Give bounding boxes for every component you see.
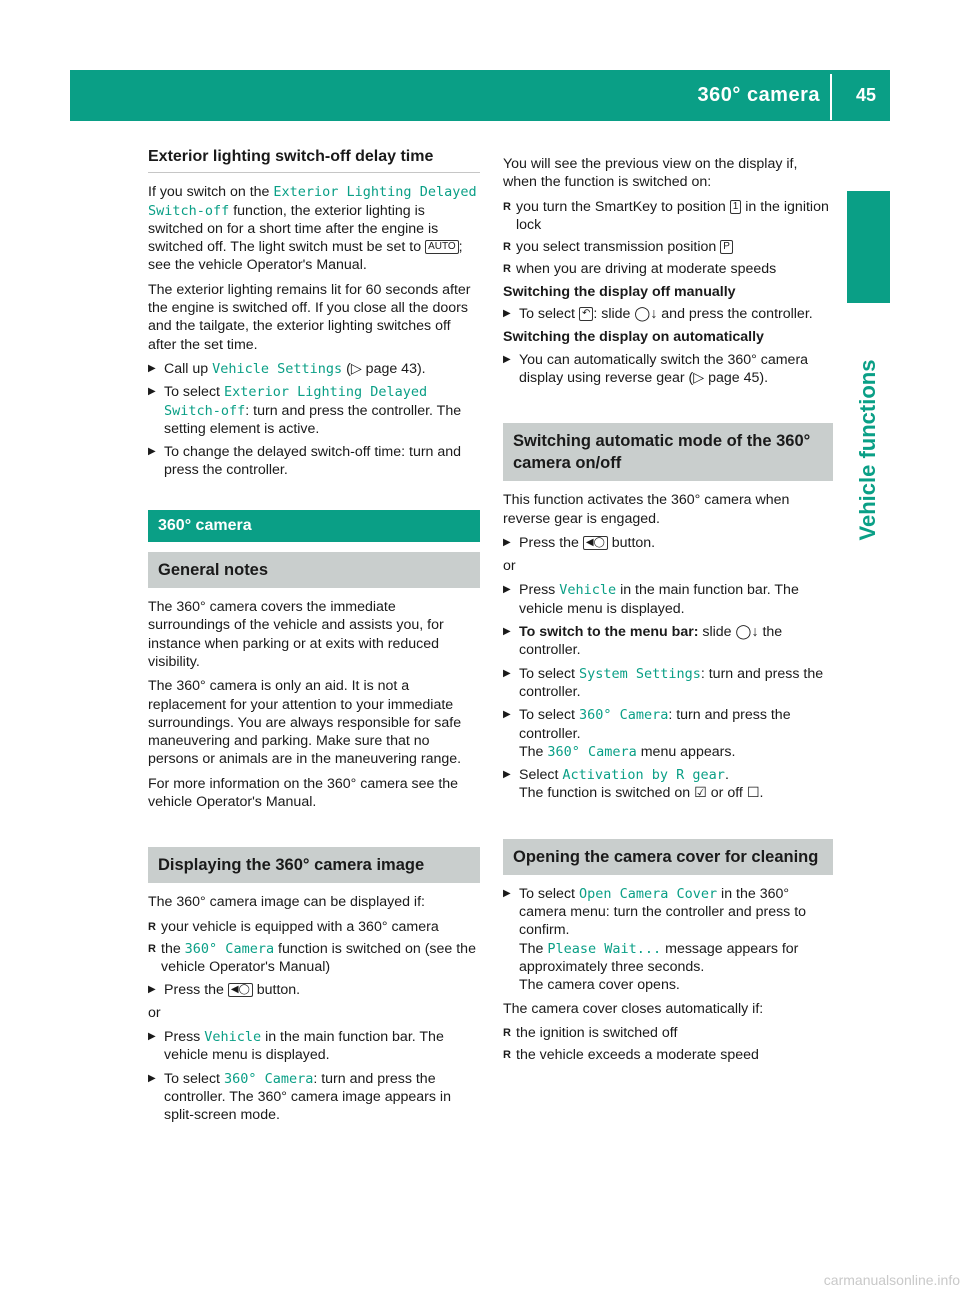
bullet: R you select transmission position P [503,238,833,256]
step: ▶ Press Vehicle in the main function bar. The vehicle menu is displayed. [503,581,833,618]
step: ▶ You can automatically switch the 360° camera display using reverse gear (▷ page 45). [503,351,833,388]
step: ▶ Press the ◀◯ button. [503,534,833,552]
step: ▶ To select 360° Camera: turn and press the controller. The 360° Camera menu appears. [503,706,833,761]
section-band-360-camera: 360° camera [148,510,480,542]
step: ▶ To change the delayed switch-off time: turn and press the controller. [148,443,480,480]
right-column [503,155,833,1068]
page-header-bar [70,70,890,121]
page-number: 45 [855,85,876,105]
paragraph: You will see the previous view on the display if, when the function is switched on: [503,156,798,191]
back-icon: ↶ [579,307,593,321]
step: ▶ Call up Vehicle Settings (▷ page 43). [148,360,480,378]
checkbox-empty-icon: ☐ [746,785,760,802]
paragraph: For more information on the 360° camera see the vehicle Operator's Manual. [148,775,459,811]
park-position-icon: P [720,240,733,254]
step: ▶ To select ↶ : slide ◯↓ and press the controller. [503,305,833,323]
camera-button-icon: ◀◯ [583,536,608,550]
step: ▶ To select System Settings: turn and press the controller. [503,665,833,702]
bullet: R the vehicle exceeds a moderate speed [503,1046,833,1064]
step: ▶ Press the ◀◯ button. [148,981,480,999]
paragraph: The exterior lighting remains lit for 60 seconds after the engine is switched off. If you close all the doors and the tailgate, the exterior lighting switches off after the set time. [148,281,471,353]
paragraph: The 360° camera covers the immediate surroundings of the vehicle and assists you, for instance when parking or at exits with reduced visibility. [148,599,444,670]
side-tab [847,191,890,303]
key-position-icon: 1 [730,200,742,214]
step: ▶ To switch to the menu bar: slide ◯↓ the controller. [503,623,833,660]
heading-general-notes: General notes [148,552,480,588]
step: ▶ To select Exterior Lighting Delayed Switch-off: turn and press the controller. The setting element is active. [148,383,480,438]
subheading: Switching the display off manually [503,283,736,300]
heading-automatic-mode: Switching automatic mode of the 360° camera on/off [503,423,833,481]
step: ▶ To select 360° Camera: turn and press the controller. The 360° camera image appears in split-screen mode. [148,1070,480,1125]
step: ▶ Press Vehicle in the main function bar. The vehicle menu is displayed. [148,1028,480,1065]
paragraph: This function activates the 360° camera when reverse gear is engaged. [503,492,790,527]
or-text: or [503,558,516,575]
header-divider [830,74,832,120]
camera-button-icon: ◀◯ [228,983,253,997]
chapter-label: Vehicle functions [855,359,880,541]
paragraph: The 360° camera image can be displayed if: [148,894,425,911]
bullet: R your vehicle is equipped with a 360° camera [148,918,480,936]
heading-exterior-lighting: Exterior lighting switch-off delay time [148,148,480,173]
heading-displaying-image: Displaying the 360° camera image [148,847,480,883]
bullet: R you turn the SmartKey to position 1 in the ignition lock [503,198,833,235]
step: ▶ Select Activation by R gear. The function is switched on ☑ or off ☐. [503,766,833,803]
bullet: R the 360° Camera function is switched on (see the vehicle Operator's Manual) [148,940,480,977]
heading-camera-cover: Opening the camera cover for cleaning [503,839,833,875]
paragraph: The camera cover closes automatically if: [503,1000,764,1017]
subheading: Switching the display on automatically [503,329,764,346]
section-title: 360° camera [697,84,820,106]
or-text: or [148,1004,161,1021]
left-column [148,148,480,1130]
paragraph: The 360° camera is only an aid. It is not a replacement for your attention to your immediate surroundings. You are always responsible for safe maneuvering and parking. Make sure that no persons or animals are in the maneuvering range. [148,678,462,768]
controller-slide-icon: ◯↓ [735,624,759,641]
controller-slide-icon: ◯↓ [634,306,658,323]
auto-light-icon: AUTO [425,240,459,254]
bullet: R when you are driving at moderate speeds [503,260,833,278]
paragraph: If you switch on the Exterior Lighting Delayed Switch-off function, the exterior lighting is switched on for a short time after the engine is switched off. The light switch must be set to AUTO ; see the vehicle Operator's Manual. [148,184,477,274]
bullet: R the ignition is switched off [503,1024,833,1042]
watermark: carmanualsonline.info [823,1272,960,1288]
checkbox-checked-icon: ☑ [694,785,707,802]
step: ▶ To select Open Camera Cover in the 360° camera menu: turn the controller and press to confirm. The Please Wait... message appears for approximately three seconds. The camera cover opens. [503,885,833,995]
